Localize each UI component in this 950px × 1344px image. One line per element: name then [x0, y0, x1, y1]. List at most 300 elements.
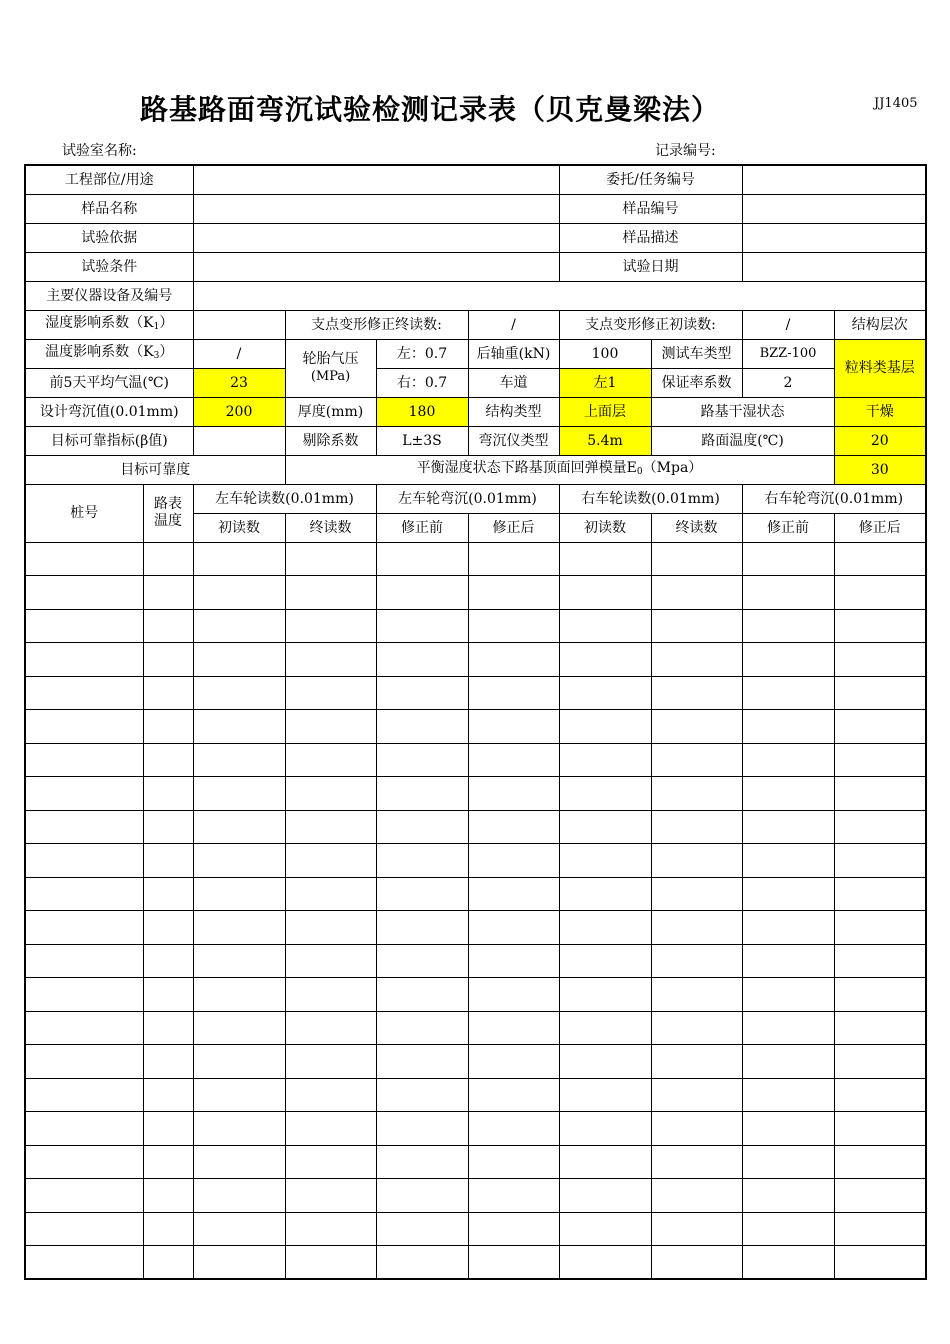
data-cell[interactable]	[834, 978, 926, 1012]
data-cell[interactable]	[834, 944, 926, 978]
data-cell[interactable]	[651, 743, 742, 777]
meter-type-value[interactable]: 5.4m	[559, 426, 651, 455]
data-cell[interactable]	[468, 643, 559, 677]
data-cell[interactable]	[193, 676, 285, 710]
left-initial-header: 初读数	[193, 513, 285, 542]
data-cell[interactable]	[651, 944, 742, 978]
data-cell[interactable]	[193, 1179, 285, 1213]
data-cell[interactable]	[25, 844, 143, 878]
data-cell[interactable]	[651, 1011, 742, 1045]
data-cell[interactable]	[559, 777, 651, 811]
reliability-label: 目标可靠度	[25, 455, 285, 484]
data-cell[interactable]	[376, 810, 468, 844]
data-cell[interactable]	[193, 978, 285, 1012]
data-cell[interactable]	[193, 743, 285, 777]
data-cell[interactable]	[25, 1112, 143, 1146]
data-cell[interactable]	[376, 743, 468, 777]
data-cell[interactable]	[651, 1145, 742, 1179]
data-cell[interactable]	[468, 844, 559, 878]
data-cell[interactable]	[376, 1078, 468, 1112]
data-cell[interactable]	[376, 643, 468, 677]
data-cell[interactable]	[193, 710, 285, 744]
data-cell[interactable]	[742, 777, 834, 811]
data-cell[interactable]	[468, 877, 559, 911]
avg-temp-value[interactable]: 23	[193, 368, 285, 397]
table-row	[25, 1212, 926, 1246]
data-cell[interactable]	[376, 676, 468, 710]
data-cell[interactable]	[559, 542, 651, 576]
data-cell[interactable]	[193, 777, 285, 811]
data-cell[interactable]	[559, 1011, 651, 1045]
data-cell[interactable]	[193, 576, 285, 610]
data-cell[interactable]	[834, 1011, 926, 1045]
data-cell[interactable]	[742, 877, 834, 911]
data-cell[interactable]	[193, 944, 285, 978]
data-cell[interactable]	[559, 1045, 651, 1079]
tire-pressure-label: 轮胎气压 (MPa)	[285, 339, 376, 397]
data-cell[interactable]	[742, 944, 834, 978]
data-cell[interactable]	[559, 576, 651, 610]
table-row	[25, 1145, 926, 1179]
data-cell[interactable]	[651, 877, 742, 911]
data-cell[interactable]	[25, 609, 143, 643]
data-cell[interactable]	[651, 1045, 742, 1079]
data-cell[interactable]	[25, 978, 143, 1012]
table-row	[25, 710, 926, 744]
k1-label: 湿度影响系数$(K_1)$	[25, 310, 193, 339]
data-cell[interactable]	[25, 1246, 143, 1280]
data-cell[interactable]	[143, 1011, 193, 1045]
data-cell[interactable]	[143, 810, 193, 844]
sample-desc-label: 样品描述	[559, 223, 742, 252]
data-cell[interactable]	[376, 777, 468, 811]
table-row	[25, 643, 926, 677]
test-cond-field[interactable]	[193, 252, 559, 281]
data-cell[interactable]	[25, 1045, 143, 1079]
table-row	[25, 1078, 926, 1112]
data-cell[interactable]	[285, 1045, 376, 1079]
table-row	[25, 978, 926, 1012]
data-cell[interactable]	[559, 877, 651, 911]
data-cell[interactable]	[559, 911, 651, 945]
data-cell[interactable]	[376, 844, 468, 878]
data-cell[interactable]	[651, 1112, 742, 1146]
data-cell[interactable]	[468, 609, 559, 643]
test-date-label: 试验日期	[559, 252, 742, 281]
data-cell[interactable]	[742, 1246, 834, 1280]
data-cell[interactable]	[834, 1179, 926, 1213]
data-cell[interactable]	[143, 1145, 193, 1179]
data-cell[interactable]	[376, 542, 468, 576]
table-row	[25, 609, 926, 643]
task-no-label: 委托/任务编号	[559, 165, 742, 194]
table-row	[25, 844, 926, 878]
data-cell[interactable]	[285, 1112, 376, 1146]
record-no-label: 记录编号:	[655, 143, 716, 159]
data-cell[interactable]	[651, 844, 742, 878]
vehicle-type-value[interactable]: BZZ-100	[742, 339, 834, 368]
data-cell[interactable]	[376, 1246, 468, 1280]
data-cell[interactable]	[376, 1145, 468, 1179]
data-cell[interactable]	[742, 978, 834, 1012]
data-cell[interactable]	[285, 1246, 376, 1280]
data-cell[interactable]	[143, 1112, 193, 1146]
instruments-label: 主要仪器设备及编号	[25, 281, 193, 310]
data-cell[interactable]	[376, 1212, 468, 1246]
data-cell[interactable]	[559, 710, 651, 744]
data-cell[interactable]	[559, 676, 651, 710]
rear-axle-value[interactable]: 100	[559, 339, 651, 368]
data-cell[interactable]	[193, 1212, 285, 1246]
data-cell[interactable]	[559, 978, 651, 1012]
data-cell[interactable]	[25, 1212, 143, 1246]
data-cell[interactable]	[834, 844, 926, 878]
lab-name-label: 试验室名称:	[62, 143, 137, 159]
test-basis-field[interactable]	[193, 223, 559, 252]
table-row	[25, 810, 926, 844]
guarantee-value[interactable]: 2	[742, 368, 834, 397]
meter-type-label: 弯沉仪类型	[468, 426, 559, 455]
data-cell[interactable]	[742, 1212, 834, 1246]
support-final-value[interactable]: /	[468, 310, 559, 339]
right-deflection-header: 右车轮弯沉(0.01mm)	[742, 484, 926, 513]
data-cell[interactable]	[559, 1145, 651, 1179]
data-cell[interactable]	[834, 643, 926, 677]
data-cell[interactable]	[468, 542, 559, 576]
data-cell[interactable]	[25, 743, 143, 777]
data-cell[interactable]	[143, 743, 193, 777]
data-cell[interactable]	[468, 576, 559, 610]
beta-field[interactable]	[193, 426, 285, 455]
data-cell[interactable]	[193, 810, 285, 844]
data-cell[interactable]	[651, 643, 742, 677]
data-cell[interactable]	[468, 676, 559, 710]
data-cell[interactable]	[25, 877, 143, 911]
data-cell[interactable]	[25, 911, 143, 945]
data-cell[interactable]	[742, 1179, 834, 1213]
data-cell[interactable]	[742, 576, 834, 610]
instruments-field[interactable]	[193, 281, 926, 310]
data-cell[interactable]	[285, 810, 376, 844]
task-no-field[interactable]	[742, 165, 926, 194]
data-cell[interactable]	[193, 844, 285, 878]
data-cell[interactable]	[834, 810, 926, 844]
data-cell[interactable]	[742, 710, 834, 744]
struct-type-value[interactable]: 上面层	[559, 397, 651, 426]
data-cell[interactable]	[25, 777, 143, 811]
data-cell[interactable]	[25, 944, 143, 978]
data-cell[interactable]	[285, 576, 376, 610]
data-cell[interactable]	[193, 1246, 285, 1280]
data-cell[interactable]	[285, 978, 376, 1012]
data-cell[interactable]	[834, 877, 926, 911]
data-cell[interactable]	[651, 710, 742, 744]
data-cell[interactable]	[143, 576, 193, 610]
data-cell[interactable]	[376, 609, 468, 643]
vehicle-type-label: 测试车类型	[651, 339, 742, 368]
data-cell[interactable]	[559, 844, 651, 878]
data-cell[interactable]	[834, 1078, 926, 1112]
data-cell[interactable]	[285, 911, 376, 945]
data-cell[interactable]	[742, 1078, 834, 1112]
data-cell[interactable]	[834, 1145, 926, 1179]
data-cell[interactable]	[376, 1112, 468, 1146]
data-cell[interactable]	[376, 877, 468, 911]
right-initial-header: 初读数	[559, 513, 651, 542]
table-row	[25, 911, 926, 945]
data-cell[interactable]	[25, 1179, 143, 1213]
data-cell[interactable]	[651, 777, 742, 811]
data-cell[interactable]	[468, 1246, 559, 1280]
data-cell[interactable]	[559, 609, 651, 643]
data-cell[interactable]	[468, 1112, 559, 1146]
data-cell[interactable]	[834, 676, 926, 710]
lane-value[interactable]: 左1	[559, 368, 651, 397]
test-date-field[interactable]	[742, 252, 926, 281]
modulus-label: 平衡湿度状态下路基顶面回弹模量$E_0(Mpa)$	[285, 455, 834, 484]
data-cell[interactable]	[834, 609, 926, 643]
data-cell[interactable]	[651, 609, 742, 643]
data-cell[interactable]	[285, 710, 376, 744]
data-cell[interactable]	[25, 1011, 143, 1045]
data-cell[interactable]	[834, 743, 926, 777]
removal-value[interactable]: L±3S	[376, 426, 468, 455]
data-cell[interactable]	[285, 743, 376, 777]
data-cell[interactable]	[285, 643, 376, 677]
data-cell[interactable]	[25, 810, 143, 844]
data-cell[interactable]	[651, 911, 742, 945]
data-cell[interactable]	[651, 1179, 742, 1213]
design-deflection-value[interactable]: 200	[193, 397, 285, 426]
data-cell[interactable]	[651, 542, 742, 576]
data-cell[interactable]	[285, 1145, 376, 1179]
right-final-header: 终读数	[651, 513, 742, 542]
table-row	[25, 944, 926, 978]
data-cell[interactable]	[25, 1078, 143, 1112]
data-cell[interactable]	[376, 576, 468, 610]
table-row	[25, 542, 926, 576]
data-cell[interactable]	[834, 576, 926, 610]
data-cell[interactable]	[193, 1078, 285, 1112]
sample-no-field[interactable]	[742, 194, 926, 223]
data-cell[interactable]	[285, 1212, 376, 1246]
table-row	[25, 1179, 926, 1213]
data-cell[interactable]	[651, 1246, 742, 1280]
data-cell[interactable]	[193, 1145, 285, 1179]
data-cell[interactable]	[193, 877, 285, 911]
data-cell[interactable]	[742, 743, 834, 777]
data-cell[interactable]	[742, 643, 834, 677]
data-cell[interactable]	[559, 1212, 651, 1246]
data-cell[interactable]	[468, 1212, 559, 1246]
test-cond-label: 试验条件	[25, 252, 193, 281]
data-cell[interactable]	[651, 576, 742, 610]
left-pressure[interactable]: 左：0.7	[376, 339, 468, 368]
data-cell[interactable]	[285, 542, 376, 576]
data-cell[interactable]	[285, 777, 376, 811]
rear-axle-label: 后轴重(kN)	[468, 339, 559, 368]
data-cell[interactable]	[25, 576, 143, 610]
sample-name-label: 样品名称	[25, 194, 193, 223]
k3-value[interactable]: /	[193, 339, 285, 368]
project-part-label: 工程部位/用途	[25, 165, 193, 194]
data-cell[interactable]	[834, 1045, 926, 1079]
data-cell[interactable]	[25, 643, 143, 677]
data-cell[interactable]	[468, 1045, 559, 1079]
data-cell[interactable]	[143, 710, 193, 744]
data-cell[interactable]	[143, 844, 193, 878]
data-cell[interactable]	[834, 542, 926, 576]
thickness-value[interactable]: 180	[376, 397, 468, 426]
data-cell[interactable]	[285, 609, 376, 643]
road-temp-label: 路面温度(℃)	[651, 426, 834, 455]
data-cell[interactable]	[143, 1246, 193, 1280]
data-cell[interactable]	[468, 1078, 559, 1112]
data-cell[interactable]	[376, 944, 468, 978]
data-cell[interactable]	[651, 676, 742, 710]
table-row	[25, 1011, 926, 1045]
data-cell[interactable]	[285, 944, 376, 978]
modulus-value[interactable]: 30	[834, 455, 926, 484]
data-cell[interactable]	[742, 542, 834, 576]
sample-name-field[interactable]	[193, 194, 559, 223]
data-cell[interactable]	[285, 1078, 376, 1112]
data-cell[interactable]	[559, 1112, 651, 1146]
data-cell[interactable]	[193, 542, 285, 576]
data-cell[interactable]	[468, 911, 559, 945]
data-cell[interactable]	[834, 710, 926, 744]
road-temp-value[interactable]: 20	[834, 426, 926, 455]
data-cell[interactable]	[651, 810, 742, 844]
data-cell[interactable]	[559, 810, 651, 844]
data-cell[interactable]	[742, 676, 834, 710]
data-cell[interactable]	[143, 911, 193, 945]
data-cell[interactable]	[285, 1179, 376, 1213]
surface-temp-header: 路表 温度	[143, 484, 193, 542]
data-cell[interactable]	[742, 609, 834, 643]
data-cell[interactable]	[376, 710, 468, 744]
data-cell[interactable]	[285, 844, 376, 878]
data-cell[interactable]	[468, 1011, 559, 1045]
structure-layer-value[interactable]: 粒料类基层	[834, 339, 926, 397]
data-cell[interactable]	[468, 777, 559, 811]
data-cell[interactable]	[742, 911, 834, 945]
data-cell[interactable]	[468, 944, 559, 978]
data-cell[interactable]	[742, 810, 834, 844]
data-cell[interactable]	[742, 1045, 834, 1079]
data-cell[interactable]	[559, 1246, 651, 1280]
data-cell[interactable]	[834, 911, 926, 945]
data-cell[interactable]	[468, 743, 559, 777]
data-cell[interactable]	[285, 877, 376, 911]
data-cell[interactable]	[742, 1145, 834, 1179]
table-row	[25, 743, 926, 777]
record-table	[24, 164, 927, 1280]
data-cell[interactable]	[193, 643, 285, 677]
data-cell[interactable]	[376, 911, 468, 945]
dry-wet-label: 路基干湿状态	[651, 397, 834, 426]
right-pressure[interactable]: 右：0.7	[376, 368, 468, 397]
data-cell[interactable]	[651, 1212, 742, 1246]
data-cell[interactable]	[193, 609, 285, 643]
data-cell[interactable]	[193, 1112, 285, 1146]
data-cell[interactable]	[25, 676, 143, 710]
data-cell[interactable]	[376, 1179, 468, 1213]
data-cell[interactable]	[143, 1078, 193, 1112]
data-cell[interactable]	[25, 542, 143, 576]
data-cell[interactable]	[143, 542, 193, 576]
data-cell[interactable]	[285, 676, 376, 710]
data-cell[interactable]	[651, 978, 742, 1012]
data-cell[interactable]	[559, 1078, 651, 1112]
data-cell[interactable]	[143, 777, 193, 811]
data-cell[interactable]	[25, 1145, 143, 1179]
data-cell[interactable]	[468, 978, 559, 1012]
data-cell[interactable]	[143, 643, 193, 677]
data-cell[interactable]	[193, 1045, 285, 1079]
data-cell[interactable]	[834, 1246, 926, 1280]
project-part-field[interactable]	[193, 165, 559, 194]
data-cell[interactable]	[143, 1212, 193, 1246]
thickness-label: 厚度(mm)	[285, 397, 376, 426]
data-cell[interactable]	[143, 609, 193, 643]
data-cell[interactable]	[559, 944, 651, 978]
data-cell[interactable]	[376, 1011, 468, 1045]
lane-label: 车道	[468, 368, 559, 397]
data-cell[interactable]	[834, 777, 926, 811]
data-cell[interactable]	[834, 1212, 926, 1246]
data-cell[interactable]	[25, 710, 143, 744]
support-final-label: 支点变形修正终读数:	[285, 310, 468, 339]
form-code: JJ1405	[874, 96, 918, 111]
data-cell[interactable]	[143, 676, 193, 710]
data-cell[interactable]	[742, 844, 834, 878]
data-cell[interactable]	[468, 1179, 559, 1213]
data-cell[interactable]	[559, 643, 651, 677]
data-cell[interactable]	[193, 911, 285, 945]
data-cell[interactable]	[143, 944, 193, 978]
data-cell[interactable]	[651, 1078, 742, 1112]
data-cell[interactable]	[143, 1179, 193, 1213]
data-cell[interactable]	[742, 1112, 834, 1146]
data-cell[interactable]	[143, 877, 193, 911]
data-cell[interactable]	[834, 1112, 926, 1146]
sample-desc-field[interactable]	[742, 223, 926, 252]
data-cell[interactable]	[468, 710, 559, 744]
data-cell[interactable]	[376, 1045, 468, 1079]
data-cell[interactable]	[143, 1045, 193, 1079]
data-cell[interactable]	[468, 1145, 559, 1179]
k3-label: 温度影响系数$(K_3)$	[25, 339, 193, 368]
table-row	[25, 676, 926, 710]
data-cell[interactable]	[559, 743, 651, 777]
table-row	[25, 1246, 926, 1280]
avg-temp-label: 前5天平均气温(℃)	[25, 368, 193, 397]
data-cell[interactable]	[285, 1011, 376, 1045]
data-cell[interactable]	[143, 978, 193, 1012]
data-cell[interactable]	[468, 810, 559, 844]
left-deflection-header: 左车轮弯沉(0.01mm)	[376, 484, 559, 513]
data-cell[interactable]	[559, 1179, 651, 1213]
dry-wet-value[interactable]: 干燥	[834, 397, 926, 426]
support-initial-value[interactable]: /	[742, 310, 834, 339]
data-cell[interactable]	[193, 1011, 285, 1045]
struct-type-label: 结构类型	[468, 397, 559, 426]
left-reading-header: 左车轮读数(0.01mm)	[193, 484, 376, 513]
k1-field[interactable]	[193, 310, 285, 339]
data-cell[interactable]	[742, 1011, 834, 1045]
data-cell[interactable]	[376, 978, 468, 1012]
